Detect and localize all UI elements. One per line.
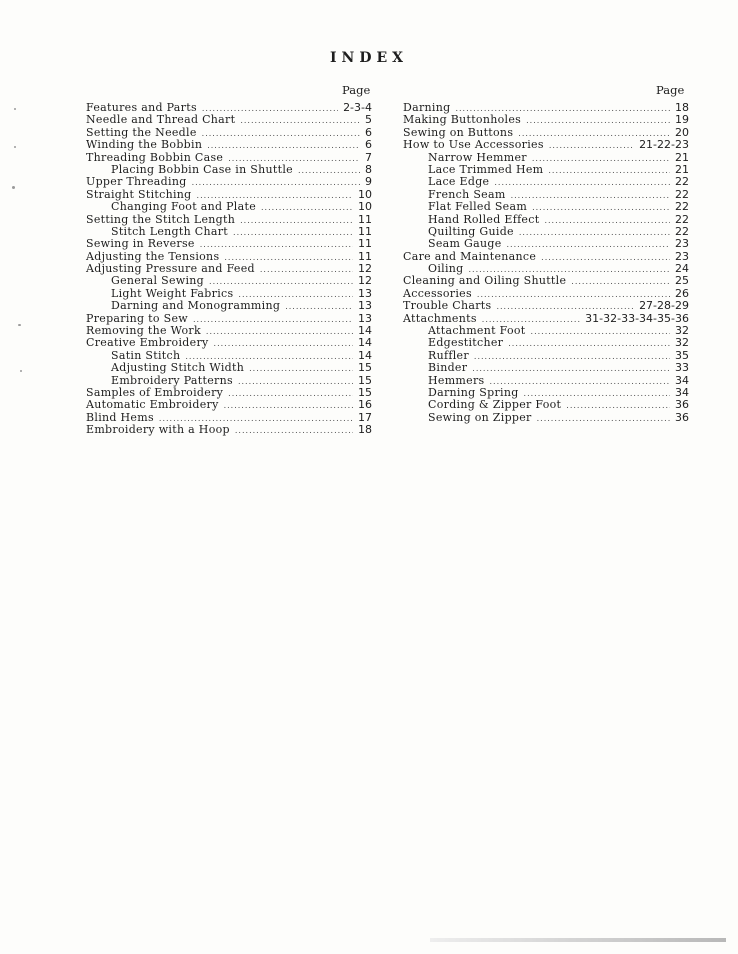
entry-label: Flat Felled Seam [428, 200, 528, 214]
index-entry [403, 399, 689, 411]
index-entry [86, 139, 372, 151]
entry-page-number: 22 [675, 187, 689, 201]
dot-leader [214, 338, 353, 350]
index-column-right [403, 102, 689, 424]
entry-page-number: 36 [675, 410, 689, 424]
entry-page-number: 15 [358, 373, 372, 387]
dot-leader [494, 177, 670, 189]
dot-leader [548, 165, 670, 177]
dot-leader [261, 202, 353, 214]
entry-label: Care and Maintenance [403, 249, 537, 263]
entry-label: Setting the Stitch Length [86, 212, 236, 226]
entry-page-number: 21 [675, 162, 689, 176]
entry-page-number: 9 [365, 175, 372, 189]
index-entry [403, 114, 689, 126]
entry-page-number: 14 [358, 348, 372, 362]
entry-label: Hand Rolled Effect [428, 212, 540, 226]
entry-label: Sewing in Reverse [86, 237, 195, 251]
entry-page-number: 15 [358, 385, 372, 399]
dot-leader [537, 413, 670, 425]
dot-leader [532, 153, 670, 165]
entry-label: Darning and Monogramming [111, 299, 281, 313]
index-column-left [86, 102, 372, 437]
entry-label: Winding the Bobbin [86, 138, 203, 152]
scan-speck [18, 324, 21, 326]
index-entry [403, 300, 689, 312]
page-title: INDEX [329, 50, 409, 66]
entry-label: Darning [403, 101, 451, 114]
entry-label: French Seam [428, 187, 506, 201]
dot-leader [519, 227, 670, 239]
entry-page-number: 24 [675, 262, 689, 276]
entry-label: Needle and Thread Chart [86, 113, 236, 127]
dot-leader [228, 388, 353, 400]
dot-leader [260, 264, 353, 276]
entry-page-number: 32 [675, 324, 689, 338]
index-entry [86, 176, 372, 188]
dot-leader [474, 351, 670, 363]
dot-leader [192, 177, 360, 189]
entry-label: Adjusting Pressure and Feed [86, 262, 255, 276]
entry-label: Lace Trimmed Hem [428, 162, 544, 176]
index-entry [86, 238, 372, 250]
entry-page-number: 34 [675, 385, 689, 399]
entry-label: Creative Embroidery [86, 336, 209, 350]
entry-page-number: 23 [675, 249, 689, 263]
entry-page-number: 31-32-33-34-35-36 [585, 311, 689, 325]
entry-page-number: 21-22-23 [639, 138, 689, 152]
entry-page-number: 32 [675, 336, 689, 350]
entry-page-number: 22 [675, 200, 689, 214]
dot-leader [200, 239, 353, 251]
entry-label: Accessories [403, 286, 472, 300]
entry-label: Straight Stitching [86, 187, 192, 201]
entry-label: Upper Threading [86, 175, 187, 189]
entry-page-number: 7 [365, 150, 372, 164]
scan-edge-shadow [430, 938, 726, 942]
dot-leader [235, 425, 353, 437]
index-entry [86, 201, 372, 213]
entry-label: Light Weight Fabrics [111, 286, 234, 300]
entry-label: Quilting Guide [428, 224, 514, 238]
entry-page-number: 26 [675, 286, 689, 300]
entry-page-number: 10 [358, 187, 372, 201]
page-column-header-left: Page [342, 83, 371, 97]
entry-page-number: 5 [365, 113, 372, 127]
dot-leader [541, 252, 670, 264]
entry-page-number: 11 [358, 249, 372, 263]
index-entry [86, 337, 372, 349]
entry-page-number: 23 [675, 237, 689, 251]
entry-label: Attachment Foot [428, 324, 526, 338]
entry-page-number: 18 [358, 423, 372, 437]
entry-page-number: 18 [675, 101, 689, 114]
entry-label: Attachments [403, 311, 477, 325]
dot-leader [206, 326, 353, 338]
entry-page-number: 6 [365, 138, 372, 152]
entry-label: Embroidery Patterns [111, 373, 233, 387]
dot-leader [224, 400, 353, 412]
entry-label: Cording & Zipper Foot [428, 398, 562, 412]
entry-page-number: 36 [675, 398, 689, 412]
index-entry [86, 300, 372, 312]
entry-page-number: 15 [358, 361, 372, 375]
dot-leader [240, 215, 353, 227]
entry-page-number: 11 [358, 237, 372, 251]
page-column-header-right: Page [656, 83, 685, 97]
dot-leader [549, 140, 634, 152]
entry-label: Automatic Embroidery [86, 398, 219, 412]
index-entry [86, 399, 372, 411]
entry-page-number: 11 [358, 212, 372, 226]
dot-leader [531, 326, 670, 338]
entry-page-number: 13 [358, 311, 372, 325]
index-entry [403, 139, 689, 151]
entry-page-number: 16 [358, 398, 372, 412]
entry-label: Sewing on Buttons [403, 125, 514, 139]
entry-label: Making Buttonholes [403, 113, 522, 127]
entry-label: Trouble Charts [403, 299, 492, 313]
entry-label: Edgestitcher [428, 336, 504, 350]
entry-page-number: 2-3-4 [343, 101, 372, 114]
dot-leader [532, 202, 670, 214]
entry-label: Oiling [428, 262, 464, 276]
index-entry [86, 424, 372, 436]
entry-page-number: 34 [675, 373, 689, 387]
entry-label: Ruffler [428, 348, 469, 362]
entry-page-number: 17 [358, 410, 372, 424]
index-entry [403, 201, 689, 213]
entry-page-number: 33 [675, 361, 689, 375]
scan-speck [20, 370, 22, 372]
dot-leader [238, 376, 353, 388]
entry-label: Features and Parts [86, 101, 197, 114]
entry-label: Narrow Hemmer [428, 150, 527, 164]
entry-page-number: 6 [365, 125, 372, 139]
index-entry [403, 275, 689, 287]
dot-leader [544, 215, 670, 227]
entry-page-number: 14 [358, 324, 372, 338]
entry-page-number: 35 [675, 348, 689, 362]
entry-page-number: 22 [675, 175, 689, 189]
entry-label: Placing Bobbin Case in Shuttle [111, 162, 293, 176]
entry-label: Setting the Needle [86, 125, 197, 139]
entry-label: Threading Bobbin Case [86, 150, 224, 164]
dot-leader [207, 140, 360, 152]
entry-page-number: 25 [675, 274, 689, 288]
entry-label: Samples of Embroidery [86, 385, 224, 399]
entry-page-number: 19 [675, 113, 689, 127]
entry-page-number: 22 [675, 224, 689, 238]
entry-page-number: 11 [358, 224, 372, 238]
entry-label: Adjusting Stitch Width [111, 361, 245, 375]
dot-leader [298, 165, 360, 177]
entry-label: Satin Stitch [111, 348, 181, 362]
entry-label: Sewing on Zipper [428, 410, 532, 424]
entry-label: Binder [428, 361, 468, 375]
dot-leader [511, 190, 670, 202]
index-entry [403, 176, 689, 188]
entry-label: Stitch Length Chart [111, 224, 229, 238]
dot-leader [249, 363, 353, 375]
dot-leader [285, 301, 353, 313]
dot-leader [240, 115, 360, 127]
entry-label: Lace Edge [428, 175, 490, 189]
entry-label: General Sewing [111, 274, 205, 288]
index-entry [86, 114, 372, 126]
index-entry [403, 238, 689, 250]
entry-label: Seam Gauge [428, 237, 502, 251]
entry-page-number: 13 [358, 286, 372, 300]
index-entry [403, 412, 689, 424]
dot-leader [472, 363, 670, 375]
entry-page-number: 14 [358, 336, 372, 350]
entry-label: How to Use Accessories [403, 138, 544, 152]
dot-leader [571, 276, 670, 288]
dot-leader [202, 128, 360, 140]
dot-leader [233, 227, 353, 239]
entry-label: Adjusting the Tensions [86, 249, 220, 263]
entry-page-number: 27-28-29 [639, 299, 689, 313]
entry-page-number: 10 [358, 200, 372, 214]
entry-page-number: 12 [358, 262, 372, 276]
entry-page-number: 22 [675, 212, 689, 226]
dot-leader [508, 338, 670, 350]
index-entry [86, 275, 372, 287]
scan-speck [12, 186, 15, 189]
entry-label: Changing Foot and Plate [111, 200, 257, 214]
entry-label: Cleaning and Oiling Shuttle [403, 274, 567, 288]
entry-page-number: 12 [358, 274, 372, 288]
index-entry [86, 362, 372, 374]
entry-page-number: 20 [675, 125, 689, 139]
entry-page-number: 21 [675, 150, 689, 164]
index-entry [403, 337, 689, 349]
entry-label: Removing the Work [86, 324, 201, 338]
entry-label: Hemmers [428, 373, 485, 387]
index-entry [403, 362, 689, 374]
scan-speck [14, 146, 16, 148]
entry-label: Darning Spring [428, 385, 519, 399]
dot-leader [566, 400, 670, 412]
scan-speck [14, 108, 16, 110]
dot-leader [193, 314, 353, 326]
entry-page-number: 13 [358, 299, 372, 313]
entry-label: Embroidery with a Hoop [86, 423, 230, 437]
entry-label: Blind Hems [86, 410, 154, 424]
entry-page-number: 8 [365, 162, 372, 176]
dot-leader [526, 115, 670, 127]
entry-label: Preparing to Sew [86, 311, 188, 325]
